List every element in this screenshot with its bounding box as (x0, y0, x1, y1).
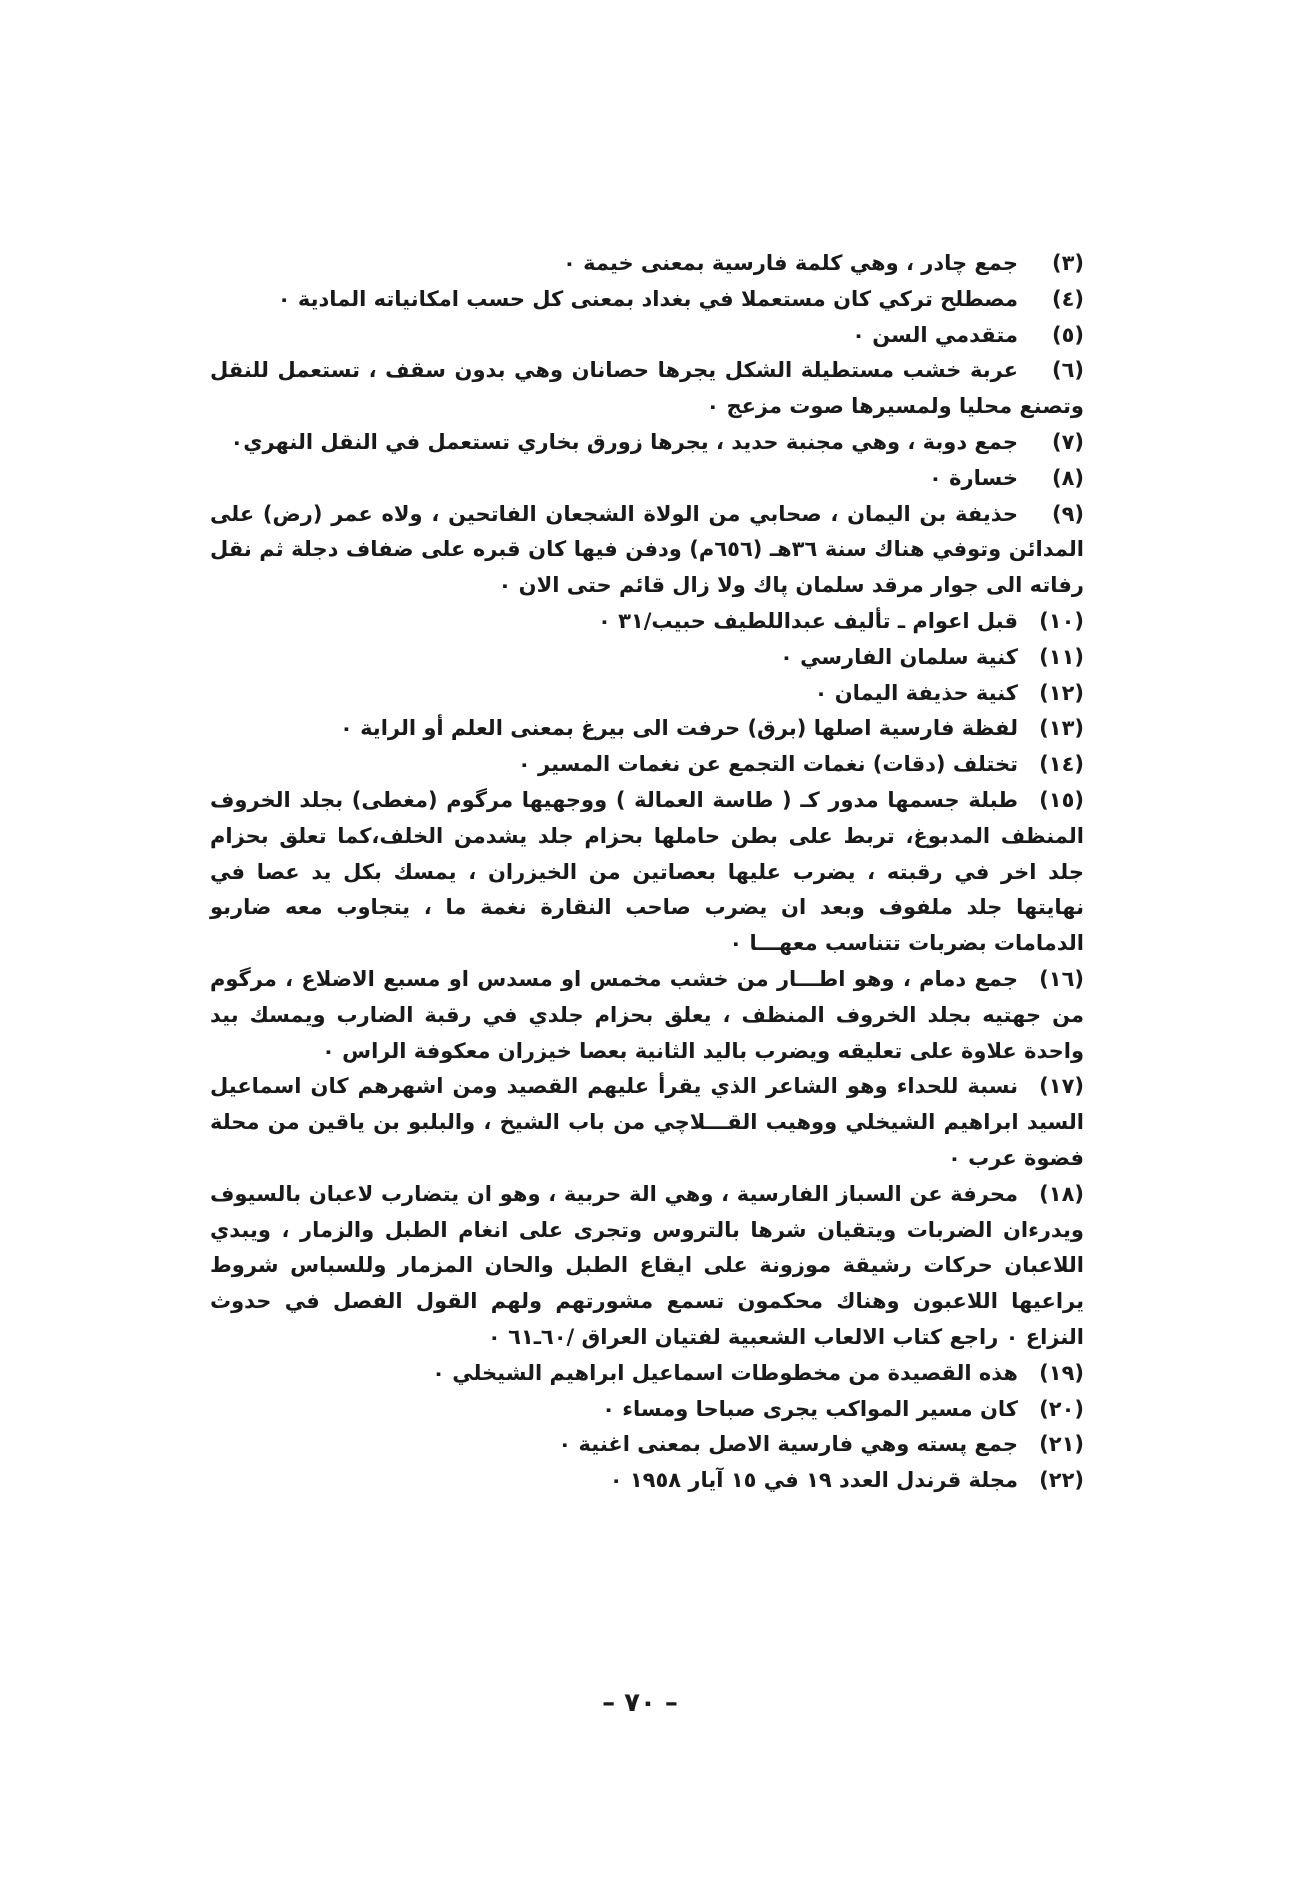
footnote-text: نسبة للحداء وهو الشاعر الذي يقرأ عليهم القصيد ومن اشهرهم كان اسماعيل السيد ابراهيم الشيخلي ووهيب القـــلاچي من باب الشيخ ، والبلبو بن ياقين من محلة فضوة عرب ٠ (210, 1074, 1084, 1170)
footnote-number: (٥) (1051, 322, 1084, 347)
footnote-number: (٣) (1051, 251, 1084, 275)
footnote-number: (١١) (1039, 644, 1084, 669)
footnote-text: جمع دوبة ، وهي مجنبة حديد ، يجرها زورق بخاري تستعمل في النقل النهري٠ (230, 429, 1018, 454)
footnote-10 (210, 604, 1090, 640)
footnote-8 (210, 461, 1090, 497)
page-number: – ٧٠ – (602, 1688, 678, 1718)
footnote-22 (210, 1463, 1090, 1499)
footnote-21 (210, 1427, 1090, 1463)
footnote-number: (٦) (1051, 358, 1084, 383)
footnotes-list (210, 246, 1090, 1499)
footnote-3 (210, 246, 1090, 282)
footnote-17 (210, 1069, 1090, 1176)
footnote-text: خسارة ٠ (928, 465, 1018, 490)
footnote-text: جمع چادر ، وهي كلمة فارسية بمعنى خيمة ٠ (562, 251, 1018, 275)
footnote-text: قبل اعوام ـ تأليف عبداللطيف حبيب/٣١ ٠ (597, 608, 1018, 633)
footnote-15 (210, 783, 1090, 962)
footnote-number: (١٢) (1039, 680, 1084, 705)
footnote-number: (٢٠) (1039, 1396, 1084, 1421)
footnote-text: لفظة فارسية اصلها (برق) حرفت الى بيرغ بمعنى العلم أو الراية ٠ (339, 716, 1018, 741)
footnote-20 (210, 1392, 1090, 1428)
footnote-text: هذه القصيدة من مخطوطات اسماعيل ابراهيم الشيخلي ٠ (432, 1360, 1018, 1385)
footnote-number: (١٣) (1039, 716, 1084, 741)
footnote-14 (210, 747, 1090, 783)
footnote-12 (210, 676, 1090, 712)
footnote-text: كنية حذيفة اليمان ٠ (814, 680, 1018, 705)
footnote-text: تختلف (دقات) نغمات التجمع عن نغمات المسير ٠ (517, 752, 1018, 777)
footnote-13 (210, 711, 1090, 747)
footnote-4 (210, 282, 1090, 318)
footnote-text: كان مسير المواكب يجرى صباحا ومساء ٠ (602, 1396, 1018, 1421)
footnote-text: محرفة عن السباز الفارسية ، وهي الة حربية ، وهو ان يتضارب لاعبان بالسيوف ويدرءان الضربات ويتقيان شرها بالتروس وتجرى على انغام الطبل والزمار ، ويبدي اللاعبان حركات رشيقة موزونة على ايقاع الطبل والحان المزمار وللسباس شروط يراعيها اللاعبون وهناك محكمون تسمع مشورتهم ولهم القول الفصل في حدوث النزاع ٠ راجع كتاب الالعاب الشعبية لفتيان العراق /٦٠ـ٦١ ٠ (210, 1181, 1084, 1349)
footnote-16 (210, 962, 1090, 1069)
footnote-9 (210, 497, 1090, 604)
footnote-11 (210, 640, 1090, 676)
footnote-number: (٧) (1051, 429, 1084, 454)
footnote-number: (٢١) (1039, 1432, 1084, 1457)
footnote-text: حذيفة بن اليمان ، صحابي من الولاة الشجعان الفاتحين ، ولاه عمر (رض) على المدائن وتوفي هناك سنة ٣٦هـ (٦٥٦م) ودفن فيها كان قبره على ضفاف دجلة ثم نقل رفاته الى جوار مرقد سلمان پاك ولا زال قائم حتى الان ٠ (210, 501, 1085, 598)
footnote-number: (١٥) (1039, 787, 1084, 812)
footnote-number: (٨) (1051, 465, 1084, 490)
footnote-number: (١٦) (1039, 966, 1084, 991)
footnote-6 (210, 353, 1090, 425)
footnote-number: (١٨) (1039, 1181, 1084, 1206)
footnote-18 (210, 1177, 1090, 1356)
footnote-text: طبلة جسمها مدور كـ ( طاسة العمالة ) ووجهيها مرگوم (مغطى) بجلد الخروف المنظف المدبوغ، تربط على بطن حاملها بحزام جلد يشدمن الخلف،كما تعلق بحزام جلد اخر في رقبته ، يضرب عليها بعصاتين من الخيزران ، يمسك بكل يد عصا في نهايتها جلد ملفوف وبعد ان يضرب صاحب النقارة نغمة ما ، يتجاوب معه ضاربو الدمامات بضربات تتناسب معهـــا ٠ (210, 787, 1084, 956)
footnote-text: مجلة قرندل العدد ١٩ في ١٥ آيار ١٩٥٨ ٠ (609, 1468, 1018, 1493)
footnote-7 (210, 425, 1090, 461)
footnote-number: (١٠) (1039, 608, 1084, 633)
footnote-19 (210, 1356, 1090, 1392)
footnote-number: (١٧) (1039, 1074, 1084, 1099)
footnote-number: (١٤) (1039, 752, 1084, 777)
footnote-number: (٤) (1051, 286, 1084, 311)
footnote-text: مصطلح تركي كان مستعملا في بغداد بمعنى كل حسب امكانياته المادية ٠ (277, 286, 1018, 311)
footnote-number: (٢٢) (1039, 1468, 1084, 1493)
footnote-number: (٩) (1051, 501, 1084, 526)
footnote-text: جمع دمام ، وهو اطـــار من خشب مخمس او مسدس او مسبع الاضلاع ، مرگوم من جهتيه بجلد الخروف المنظف ، يعلق بحزام جلدي في رقبة الضارب ويمسك بيد واحدة علاوة على تعليقه ويضرب باليد الثانية بعصا خيزران معكوفة الراس ٠ (210, 966, 1084, 1063)
footnote-text: عربة خشب مستطيلة الشكل يجرها حصانان وهي بدون سقف ، تستعمل للنقل وتصنع محليا ولمسيرها صوت مزعج ٠ (210, 358, 1084, 419)
footnote-text: كنية سلمان الفارسي ٠ (779, 644, 1018, 669)
footnote-text: متقدمي السن ٠ (852, 322, 1018, 347)
footnote-5 (210, 318, 1090, 354)
footnote-text: جمع پسته وهي فارسية الاصل بمعنى اغنية ٠ (558, 1432, 1018, 1457)
footnote-number: (١٩) (1039, 1360, 1084, 1385)
